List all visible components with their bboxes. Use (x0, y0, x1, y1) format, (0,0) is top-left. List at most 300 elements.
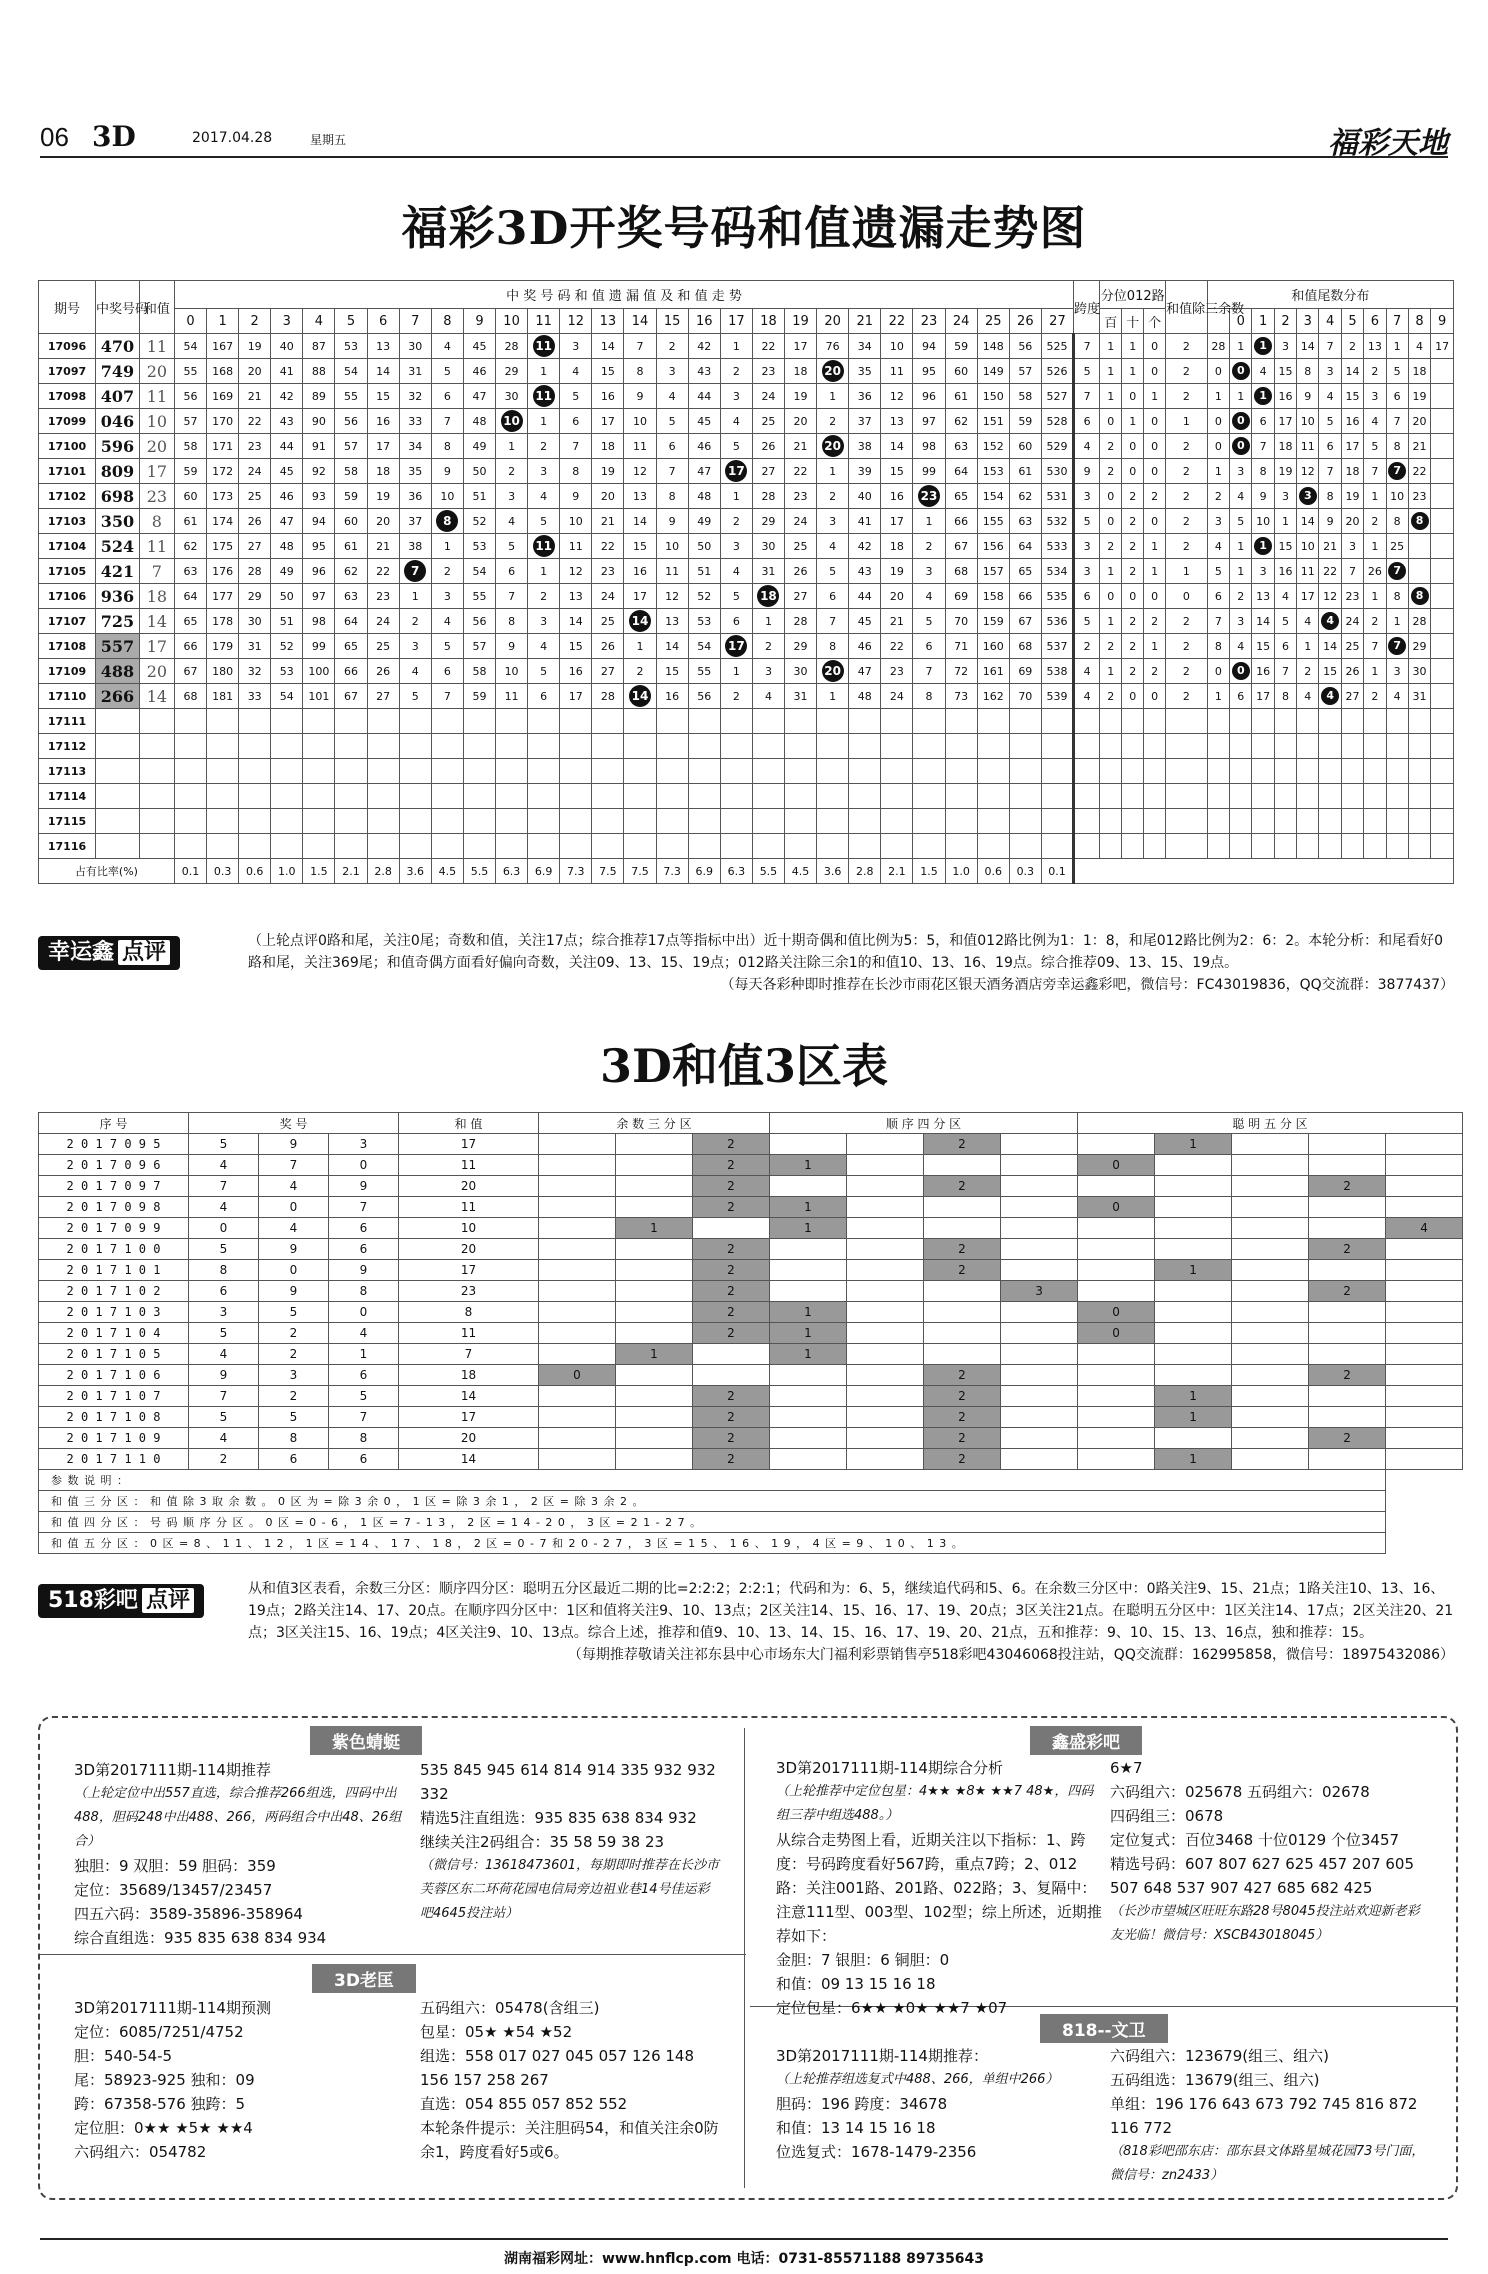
t2-row-zone4 (770, 1449, 847, 1470)
row-012: 0 (1122, 684, 1144, 709)
row-miss (496, 734, 528, 759)
row-012: 2 (1100, 684, 1122, 709)
rec1-left (74, 1758, 404, 1950)
ratio-value: 0.1 (174, 859, 206, 884)
row-tail: 7 (1364, 634, 1386, 659)
row-miss (431, 809, 463, 834)
row-miss (977, 734, 1009, 759)
header-middle: 中 奖 号 码 和 值 遗 漏 值 及 和 值 走 势 (174, 281, 1073, 309)
t2-row-digit: 8 (259, 1428, 329, 1449)
row-miss (239, 809, 271, 834)
row-miss: 45 (463, 334, 495, 359)
row-miss: 100 (303, 659, 335, 684)
row-miss (174, 784, 206, 809)
row-miss: 66 (335, 659, 367, 684)
t2-row-zone5 (1155, 1239, 1232, 1260)
t2-row-zone5 (1386, 1344, 1463, 1365)
row-number: 749 (96, 359, 140, 384)
t2-row-zone5 (1309, 1323, 1386, 1344)
row-miss: 23 (752, 359, 784, 384)
row-tail (1252, 759, 1274, 784)
header-tail-value: 5 (1341, 309, 1363, 334)
row-tail: 1 (1230, 384, 1252, 409)
ratio-value: 0.1 (1041, 859, 1073, 884)
row-012: 1 (1144, 534, 1166, 559)
row-miss: 11 (624, 434, 656, 459)
t2-row-zone5 (1232, 1260, 1309, 1281)
row-miss: 20 (785, 409, 817, 434)
t2-row-zone3 (616, 1302, 693, 1323)
sum-ball: 18 (757, 585, 779, 607)
header-sum-value: 4 (303, 309, 335, 334)
row-miss: 23 (881, 659, 913, 684)
ratio-value: 2.1 (881, 859, 913, 884)
row-mod: 2 (1166, 334, 1208, 359)
row-miss: 9 (656, 509, 688, 534)
row-miss: 21 (881, 609, 913, 634)
t2-row-zone3 (616, 1197, 693, 1218)
row-miss (817, 809, 849, 834)
row-miss: 11 (881, 359, 913, 384)
row-miss: 6 (913, 634, 945, 659)
header-sum-value: 21 (849, 309, 881, 334)
row-miss (239, 784, 271, 809)
t2-row-zone3: 2 (693, 1197, 770, 1218)
row-span: 4 (1074, 684, 1100, 709)
t2-header-number: 奖 号 (189, 1113, 399, 1134)
row-tail: 8 (1252, 459, 1274, 484)
row-miss (207, 734, 239, 759)
t2-row-issue: 2 0 1 7 1 0 1 (39, 1260, 189, 1281)
t2-row-zone5: 1 (1155, 1449, 1232, 1470)
row-number: 809 (96, 459, 140, 484)
row-miss: 539 (1041, 684, 1073, 709)
row-miss (624, 684, 656, 709)
row-miss: 525 (1041, 334, 1073, 359)
row-miss: 2 (624, 659, 656, 684)
row-tail: 10 (1297, 534, 1319, 559)
row-span (1074, 834, 1100, 859)
row-tail: 6 (1230, 684, 1252, 709)
row-miss: 18 (785, 359, 817, 384)
rec-line: 直选：054 855 057 852 552 (420, 2095, 628, 2113)
t2-row-zone5: 4 (1386, 1218, 1463, 1239)
row-tail: 8 (1386, 584, 1408, 609)
sum-ball: 11 (533, 335, 555, 357)
tail-ball: 0 (1232, 437, 1250, 455)
t2-row-zone5: 2 (1309, 1281, 1386, 1302)
row-tail: 16 (1274, 384, 1296, 409)
row-miss: 64 (174, 584, 206, 609)
row-tail: 1 (1386, 334, 1408, 359)
row-miss: 5 (528, 509, 560, 534)
t2-row-zone5 (1232, 1239, 1309, 1260)
t2-row-zone3 (539, 1197, 616, 1218)
row-miss (1009, 809, 1041, 834)
row-miss (463, 834, 495, 859)
row-tail: 24 (1341, 609, 1363, 634)
row-tail (1274, 759, 1296, 784)
t2-row-digit: 7 (329, 1197, 399, 1218)
row-tail (1386, 559, 1408, 584)
row-span (1074, 709, 1100, 734)
row-012 (1122, 809, 1144, 834)
row-miss: 4 (528, 634, 560, 659)
sum-ball: 17 (725, 460, 747, 482)
row-tail: 19 (1341, 484, 1363, 509)
t2-row-zone4 (770, 1386, 847, 1407)
row-miss (656, 759, 688, 784)
row-miss: 54 (174, 334, 206, 359)
row-012 (1144, 709, 1166, 734)
row-miss: 13 (624, 484, 656, 509)
row-miss (849, 734, 881, 759)
row-miss: 180 (207, 659, 239, 684)
row-issue: 17116 (39, 834, 96, 859)
row-miss (849, 784, 881, 809)
t2-row-zone5 (1386, 1386, 1463, 1407)
row-012: 0 (1144, 409, 1166, 434)
row-miss: 94 (913, 334, 945, 359)
row-miss: 178 (207, 609, 239, 634)
row-miss: 28 (239, 559, 271, 584)
row-miss (399, 734, 431, 759)
row-miss: 62 (1009, 484, 1041, 509)
sum-ball: 14 (629, 685, 651, 707)
t2-row-digit: 9 (259, 1281, 329, 1302)
row-miss: 89 (303, 384, 335, 409)
row-miss (913, 809, 945, 834)
row-miss: 25 (239, 484, 271, 509)
t2-row-sum: 17 (399, 1260, 539, 1281)
row-miss: 43 (849, 559, 881, 584)
row-issue: 17099 (39, 409, 96, 434)
ratio-value: 0.3 (207, 859, 239, 884)
row-miss (207, 834, 239, 859)
row-miss: 537 (1041, 634, 1073, 659)
row-miss: 2 (913, 534, 945, 559)
row-miss: 56 (688, 684, 720, 709)
row-miss: 16 (367, 409, 399, 434)
t2-row-digit: 5 (189, 1239, 259, 1260)
row-012: 0 (1122, 459, 1144, 484)
row-tail: 1 (1230, 534, 1252, 559)
header-012-sub: 百 (1100, 309, 1122, 334)
rec-line: 五码组选：13679(组三、组六) (1110, 2071, 1320, 2089)
row-miss (592, 734, 624, 759)
row-miss: 26 (592, 634, 624, 659)
row-miss: 3 (560, 334, 592, 359)
row-miss: 21 (592, 509, 624, 534)
t2-row-digit: 6 (329, 1218, 399, 1239)
row-miss: 12 (624, 459, 656, 484)
ratio-value: 6.9 (528, 859, 560, 884)
row-miss (1009, 709, 1041, 734)
t2-row-zone5 (1309, 1386, 1386, 1407)
row-miss: 4 (720, 559, 752, 584)
row-miss: 1 (817, 684, 849, 709)
row-miss: 65 (174, 609, 206, 634)
row-miss: 66 (945, 509, 977, 534)
row-tail: 8 (1207, 634, 1229, 659)
row-tail (1319, 609, 1341, 634)
t2-row-digit: 4 (259, 1176, 329, 1197)
t2-row-zone3: 2 (693, 1134, 770, 1155)
row-miss: 71 (945, 634, 977, 659)
row-miss: 149 (977, 359, 1009, 384)
row-sum: 17 (139, 459, 174, 484)
row-tail: 7 (1386, 409, 1408, 434)
row-miss (303, 784, 335, 809)
row-tail (1341, 709, 1363, 734)
row-tail (1431, 784, 1454, 809)
row-mod (1166, 709, 1208, 734)
rec3-right (1110, 1756, 1430, 1948)
sum-ball: 20 (822, 435, 844, 457)
row-miss (913, 709, 945, 734)
row-miss (496, 834, 528, 859)
row-miss (303, 734, 335, 759)
row-tail: 18 (1274, 434, 1296, 459)
row-miss: 34 (849, 334, 881, 359)
row-miss (881, 734, 913, 759)
row-miss (945, 734, 977, 759)
row-miss: 148 (977, 334, 1009, 359)
t2-row-zone4 (847, 1344, 924, 1365)
row-tail: 17 (1341, 434, 1363, 459)
row-issue: 17108 (39, 634, 96, 659)
row-miss: 61 (1009, 459, 1041, 484)
row-tail (1341, 834, 1363, 859)
row-sum (139, 759, 174, 784)
header-sum-value: 18 (752, 309, 784, 334)
row-012: 1 (1100, 334, 1122, 359)
t2-row-zone3 (539, 1155, 616, 1176)
row-miss: 44 (849, 584, 881, 609)
row-miss (431, 759, 463, 784)
row-tail: 30 (1408, 659, 1430, 684)
row-tail: 26 (1364, 559, 1386, 584)
row-miss: 17 (881, 509, 913, 534)
t2-row-zone5 (1386, 1365, 1463, 1386)
row-miss (977, 834, 1009, 859)
row-miss (752, 809, 784, 834)
row-tail: 4 (1274, 584, 1296, 609)
row-012: 0 (1144, 584, 1166, 609)
row-miss: 47 (849, 659, 881, 684)
t2-row-zone4 (847, 1197, 924, 1218)
row-number: 936 (96, 584, 140, 609)
header-tail-value: 4 (1319, 309, 1341, 334)
row-miss: 1 (817, 459, 849, 484)
row-miss (463, 784, 495, 809)
rec-line: 精选号码：607 807 627 625 457 207 605 507 648 537 907 427 685 682 425 (1110, 1855, 1415, 1897)
row-miss (207, 784, 239, 809)
t2-row-zone3: 2 (693, 1302, 770, 1323)
row-miss: 6 (720, 609, 752, 634)
row-tail: 25 (1341, 634, 1363, 659)
row-tail (1408, 534, 1430, 559)
t2-row-zone4 (1001, 1260, 1078, 1281)
t2-row-zone5 (1309, 1197, 1386, 1218)
row-miss: 46 (849, 634, 881, 659)
row-miss: 55 (688, 659, 720, 684)
row-miss: 176 (207, 559, 239, 584)
row-sum: 23 (139, 484, 174, 509)
row-miss: 2 (817, 484, 849, 509)
t2-row-zone4 (770, 1239, 847, 1260)
row-tail: 1 (1207, 459, 1229, 484)
row-miss (881, 709, 913, 734)
tail-ball: 1 (1254, 337, 1272, 355)
row-tail (1230, 784, 1252, 809)
rec-line: 本轮条件提示：关注胆码54，和值关注余0防余1，跨度看好5或6。 (420, 2119, 719, 2161)
t2-row-zone5 (1232, 1155, 1309, 1176)
header-sum-value: 12 (560, 309, 592, 334)
t2-row-zone3 (616, 1428, 693, 1449)
row-tail: 15 (1341, 384, 1363, 409)
row-number: 470 (96, 334, 140, 359)
row-tail: 6 (1252, 409, 1274, 434)
row-miss: 25 (367, 634, 399, 659)
header-012-sub: 个 (1144, 309, 1166, 334)
row-miss: 60 (1009, 434, 1041, 459)
row-tail (1431, 709, 1454, 734)
row-miss: 90 (303, 409, 335, 434)
row-miss: 4 (496, 509, 528, 534)
t2-row-zone4 (1001, 1302, 1078, 1323)
sum-ball: 7 (404, 560, 426, 582)
row-miss: 1 (528, 359, 560, 384)
row-miss (367, 709, 399, 734)
t2-row-zone3: 2 (693, 1155, 770, 1176)
row-miss (239, 834, 271, 859)
t2-row-zone4 (1001, 1239, 1078, 1260)
row-tail: 1 (1207, 384, 1229, 409)
rec-line: 3D第2017111期-114期推荐： (776, 2047, 988, 2065)
row-miss: 534 (1041, 559, 1073, 584)
header-span: 跨度 (1074, 281, 1100, 334)
row-tail (1386, 784, 1408, 809)
row-tail: 15 (1274, 359, 1296, 384)
header-sum-value: 22 (881, 309, 913, 334)
header-sum-value: 15 (656, 309, 688, 334)
t2-row-zone3 (616, 1176, 693, 1197)
row-tail: 3 (1364, 384, 1386, 409)
row-miss: 87 (303, 334, 335, 359)
row-miss (945, 759, 977, 784)
t2-row-zone3 (539, 1281, 616, 1302)
t2-row-zone5 (1232, 1302, 1309, 1323)
row-tail: 22 (1408, 459, 1430, 484)
t2-row-zone5 (1232, 1365, 1309, 1386)
row-tail: 3 (1341, 534, 1363, 559)
row-miss (174, 734, 206, 759)
row-miss (849, 809, 881, 834)
row-miss: 172 (207, 459, 239, 484)
header-tail-value: 3 (1297, 309, 1319, 334)
row-012: 2 (1122, 484, 1144, 509)
t2-row-sum: 10 (399, 1218, 539, 1239)
rec3-label: 鑫盛彩吧 (1030, 1726, 1142, 1755)
row-miss (463, 709, 495, 734)
row-tail (1341, 759, 1363, 784)
t2-row-digit: 3 (329, 1134, 399, 1155)
row-miss: 72 (945, 659, 977, 684)
t2-row-sum: 11 (399, 1155, 539, 1176)
row-miss (752, 584, 784, 609)
t2-row-zone4 (847, 1407, 924, 1428)
t2-row-zone5: 0 (1078, 1323, 1155, 1344)
t2-row-zone5: 1 (1155, 1407, 1232, 1428)
t2-row-issue: 2 0 1 7 1 0 9 (39, 1428, 189, 1449)
row-012: 0 (1100, 584, 1122, 609)
t2-row-zone3 (539, 1302, 616, 1323)
t2-row-zone5: 2 (1309, 1176, 1386, 1197)
row-miss: 48 (271, 534, 303, 559)
row-tail: 12 (1297, 459, 1319, 484)
t2-row-zone5: 0 (1078, 1197, 1155, 1218)
row-tail (1431, 734, 1454, 759)
t2-row-zone5: 1 (1155, 1134, 1232, 1155)
row-miss: 160 (977, 634, 1009, 659)
row-miss (463, 734, 495, 759)
row-tail: 14 (1319, 634, 1341, 659)
t2-row-zone4 (847, 1386, 924, 1407)
row-miss: 47 (688, 459, 720, 484)
row-miss: 34 (399, 434, 431, 459)
row-miss: 3 (528, 609, 560, 634)
row-miss: 42 (271, 384, 303, 409)
row-miss: 21 (785, 434, 817, 459)
row-miss: 25 (752, 409, 784, 434)
tail-ball: 0 (1232, 362, 1250, 380)
row-miss: 3 (496, 484, 528, 509)
t2-row-zone3 (539, 1407, 616, 1428)
row-mod: 2 (1166, 534, 1208, 559)
lucky-comment-note: （每天各彩种即时推荐在长沙市雨花区银天酒务酒店旁幸运鑫彩吧，微信号：FC43019836，QQ交流群：3877437） (720, 977, 1454, 993)
caiba-comment-text: 从和值3区表看，余数三分区：顺序四分区：聪明五分区最近二期的比=2:2:2；2:2:1；代码和为：6、5，继续追代码和5、6。在余数三分区中：0路关注9、15、21点；1路关注10、13、16、19点；2路关注14、17、20点。在顺序四分区中：1区和值将关注9、10、13点；2区关注14、15、16、17、19、20点；3区关注21点。在聪明五分区中：1区关注14、17点；2区关注20、21点；3区关注15、16、19点；4区关注9、10、13点。综合上述，推荐和值9、10、13、14、15、16、17、19、20、21点，五和推荐：9、10、15、13、16点，独和推荐：15。 (248, 1581, 1454, 1641)
row-number (96, 734, 140, 759)
row-012: 2 (1122, 559, 1144, 584)
row-tail: 13 (1252, 584, 1274, 609)
row-miss (688, 809, 720, 834)
row-miss: 1 (720, 484, 752, 509)
row-miss: 20 (239, 359, 271, 384)
row-span: 3 (1074, 484, 1100, 509)
row-miss: 8 (624, 359, 656, 384)
row-miss: 529 (1041, 434, 1073, 459)
t2-row-digit: 2 (189, 1449, 259, 1470)
row-miss (399, 834, 431, 859)
page-footer: 湖南福彩网址：www.hnflcp.com 电话：0731-85571188 89735643 (40, 2238, 1448, 2268)
row-tail: 23 (1408, 484, 1430, 509)
row-tail (1319, 684, 1341, 709)
row-012 (1144, 784, 1166, 809)
row-miss (335, 759, 367, 784)
rec-line: 六码组六：054782 (74, 2143, 207, 2161)
row-number: 524 (96, 534, 140, 559)
t2-row-zone4: 2 (924, 1428, 1001, 1449)
header-sum-value: 7 (399, 309, 431, 334)
row-miss: 535 (1041, 584, 1073, 609)
row-miss: 14 (592, 334, 624, 359)
row-miss (913, 484, 945, 509)
row-miss: 56 (1009, 334, 1041, 359)
row-012 (1122, 834, 1144, 859)
row-miss: 4 (913, 584, 945, 609)
row-012: 2 (1100, 459, 1122, 484)
